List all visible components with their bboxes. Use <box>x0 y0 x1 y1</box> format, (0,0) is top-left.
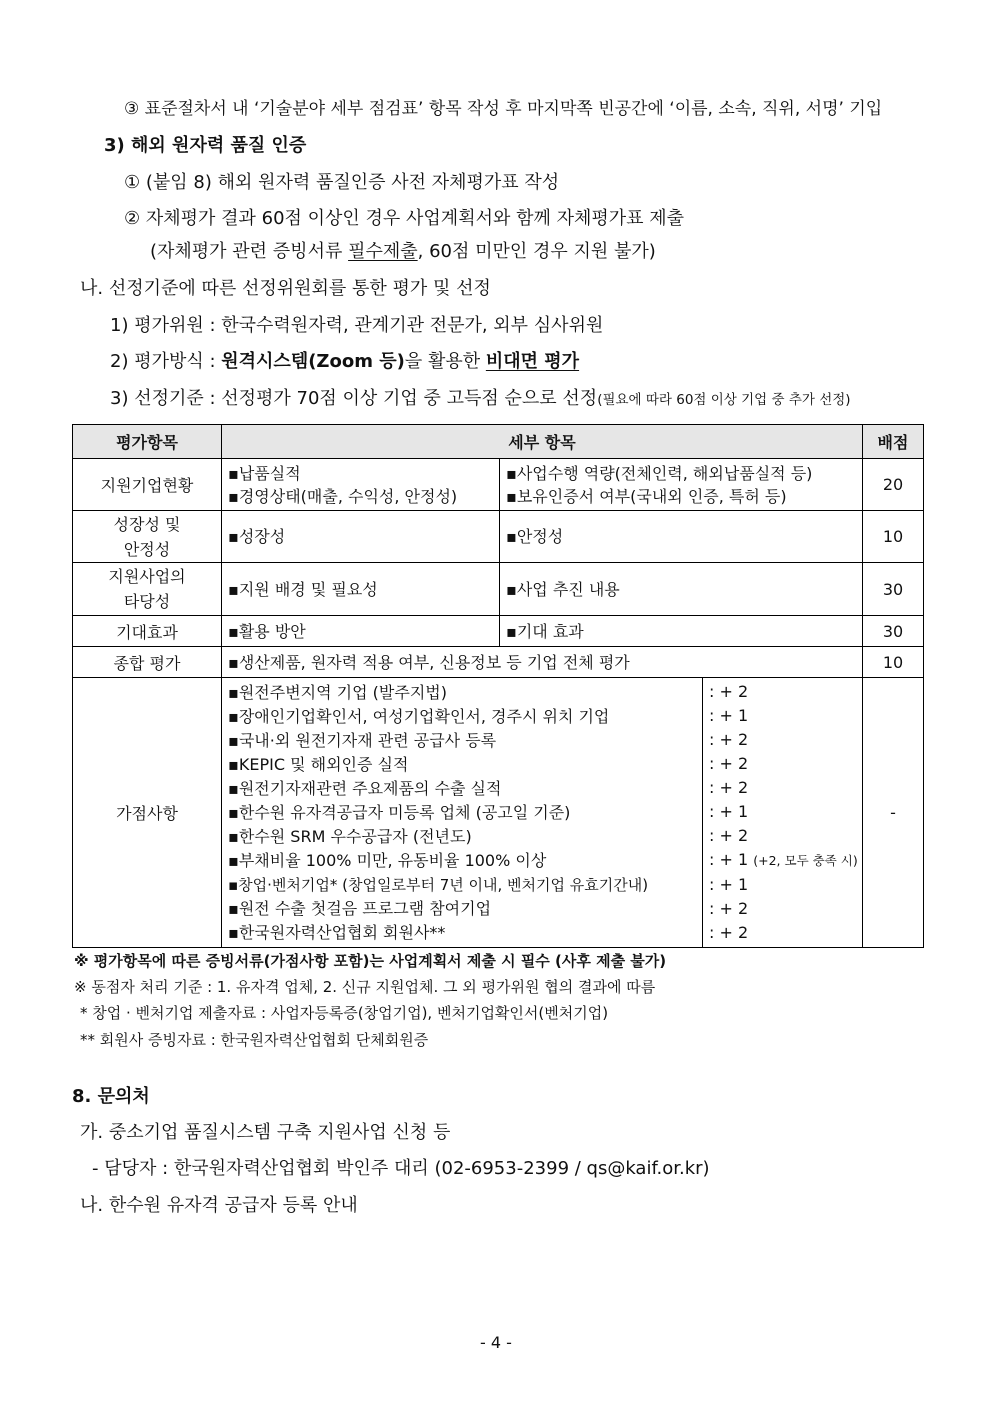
bonus-item: ▪KEPIC 및 해외인증 실적 <box>228 754 409 774</box>
note-required-docs: ※ 평가항목에 따른 증빙서류(가점사항 포함)는 사업계획서 제출 시 필수 (사후 제출 불가) <box>74 952 667 970</box>
bonus-points: : + 1 (+2, 모두 충족 시) <box>709 850 858 869</box>
bonus-item: ▪한국원자력산업협회 회원사** <box>228 922 446 942</box>
detail-item: ▪기대 효과 <box>506 621 584 641</box>
section-3-item-2-note: (자체평가 관련 증빙서류 필수제출, 60점 미만인 경우 지원 불가) <box>150 241 656 262</box>
procedure-item-3: ③ 표준절차서 내 ‘기술분야 세부 점검표’ 항목 작성 후 마지막쪽 빈공간에 ‘이름, 소속, 직위, 서명’ 기입 <box>124 99 883 119</box>
section-3-item-1: ① (붙임 8) 해외 원자력 품질인증 사전 자체평가표 작성 <box>124 172 560 193</box>
header-category: 평가항목 <box>73 425 222 459</box>
selection-item-3: 3) 선정기준 : 선정평가 70점 이상 기업 중 고득점 순으로 선정(필요에 따라 60점 이상 기업 중 추가 선정) <box>110 388 851 409</box>
note-startup-docs: * 창업 · 벤처기업 제출자료 : 사업자등록증(창업기업), 벤처기업확인서(벤처기업) <box>80 1004 609 1022</box>
detail-item: ▪생산제품, 원자력 적용 여부, 신용정보 등 기업 전체 평가 <box>228 652 630 672</box>
header-score: 배점 <box>863 425 924 459</box>
row-category: 지원사업의 타당성 <box>73 563 222 616</box>
row-category: 성장성 및 안정성 <box>73 511 222 563</box>
detail-item: ▪보유인증서 여부(국내외 인증, 특허 등) <box>506 486 787 506</box>
bonus-points: : + 2 <box>709 923 749 942</box>
table-row <box>73 616 924 647</box>
selection-title: 나. 선정기준에 따른 선정위원회를 통한 평가 및 선정 <box>80 278 491 299</box>
row-score: - <box>863 678 924 948</box>
bonus-points: : + 2 <box>709 682 749 701</box>
bonus-item: ▪한수원 유자격공급자 미등록 업체 (공고일 기준) <box>228 802 571 822</box>
non-face-to-face-eval: 비대면 평가 <box>485 351 580 372</box>
section-3-item-2: ② 자체평가 결과 60점 이상인 경우 사업계획서와 함께 자체평가표 제출 <box>124 208 685 229</box>
bonus-item: ▪장애인기업확인서, 여성기업확인서, 경주시 위치 기업 <box>228 706 610 726</box>
evaluation-table <box>72 424 924 948</box>
row-score: 20 <box>863 459 924 511</box>
note-member-docs: ** 회원사 증빙자료 : 한국원자력산업협회 단체회원증 <box>80 1031 429 1049</box>
bonus-points-note: (+2, 모두 충족 시) <box>753 853 858 868</box>
detail-item: ▪지원 배경 및 필요성 <box>228 579 378 599</box>
row-score: 10 <box>863 647 924 678</box>
section-8-contact: - 담당자 : 한국원자력산업협회 박인주 대리 (02-6953-2399 / qs@kaif.or.kr) <box>92 1158 710 1179</box>
detail-item: ▪성장성 <box>228 527 286 546</box>
row-category: 기대효과 <box>73 616 222 647</box>
required-submission: 필수제출 <box>348 241 418 262</box>
table-row <box>73 563 924 616</box>
bonus-points: : + 2 <box>709 730 749 749</box>
bonus-points: : + 2 <box>709 899 749 918</box>
section-8-title: 8. 문의처 <box>72 1086 150 1107</box>
bonus-item: ▪부채비율 100% 미만, 유동비율 100% 이상 <box>228 850 547 870</box>
detail-item: ▪납품실적 <box>228 463 301 483</box>
bonus-item: ▪국내·외 원전기자재 관련 공급사 등록 <box>228 730 497 750</box>
detail-item: ▪사업수행 역량(전체인력, 해외납품실적 등) <box>506 463 813 483</box>
row-category: 종합 평가 <box>73 647 222 678</box>
bonus-item: ▪원전주변지역 기업 (발주지법) <box>228 682 447 702</box>
row-category: 지원기업현황 <box>73 459 222 511</box>
section-8-na: 나. 한수원 유자격 공급자 등록 안내 <box>80 1195 358 1216</box>
row-category: 가점사항 <box>73 678 222 948</box>
detail-item: ▪사업 추진 내용 <box>506 579 620 599</box>
table-row <box>73 459 924 511</box>
bonus-points: : + 1 <box>709 706 749 725</box>
row-score: 30 <box>863 616 924 647</box>
row-score: 10 <box>863 511 924 563</box>
bonus-points: : + 2 <box>709 754 749 773</box>
table-row <box>73 511 924 563</box>
note-tie-break: ※ 동점자 처리 기준 : 1. 유자격 업체, 2. 신규 지원업체. 그 외 평가위원 협의 결과에 따름 <box>74 978 656 996</box>
row-score: 30 <box>863 563 924 616</box>
selection-item-2: 2) 평가방식 : 원격시스템(Zoom 등)을 활용한 비대면 평가 <box>110 351 580 372</box>
detail-item: ▪경영상태(매출, 수익성, 안정성) <box>228 486 458 506</box>
detail-item: ▪안정성 <box>506 527 564 546</box>
table-row-bonus <box>73 678 924 948</box>
bonus-points: : + 2 <box>709 778 749 797</box>
bonus-points: : + 1 <box>709 875 749 894</box>
bonus-points: : + 2 <box>709 826 749 845</box>
selection-item-1: 1) 평가위원 : 한국수력원자력, 관계기관 전문가, 외부 심사위원 <box>110 315 604 336</box>
section-8-ga: 가. 중소기업 품질시스템 구축 지원사업 신청 등 <box>80 1122 451 1143</box>
detail-item: ▪활용 방안 <box>228 621 306 641</box>
table-row <box>73 647 924 678</box>
bonus-item: ▪원전 수출 첫걸음 프로그램 참여기업 <box>228 898 492 918</box>
bonus-item: ▪창업·벤처기업* (창업일로부터 7년 이내, 벤처기업 유효기간내) <box>228 875 649 894</box>
section-3-title: 3) 해외 원자력 품질 인증 <box>104 135 307 156</box>
bonus-item: ▪원전기자재관련 주요제품의 수출 실적 <box>228 778 502 798</box>
bonus-points: : + 1 <box>709 802 749 821</box>
header-detail: 세부 항목 <box>222 425 863 459</box>
bonus-item: ▪한수원 SRM 우수공급자 (전년도) <box>228 826 472 846</box>
page-number: - 4 - <box>480 1333 512 1352</box>
